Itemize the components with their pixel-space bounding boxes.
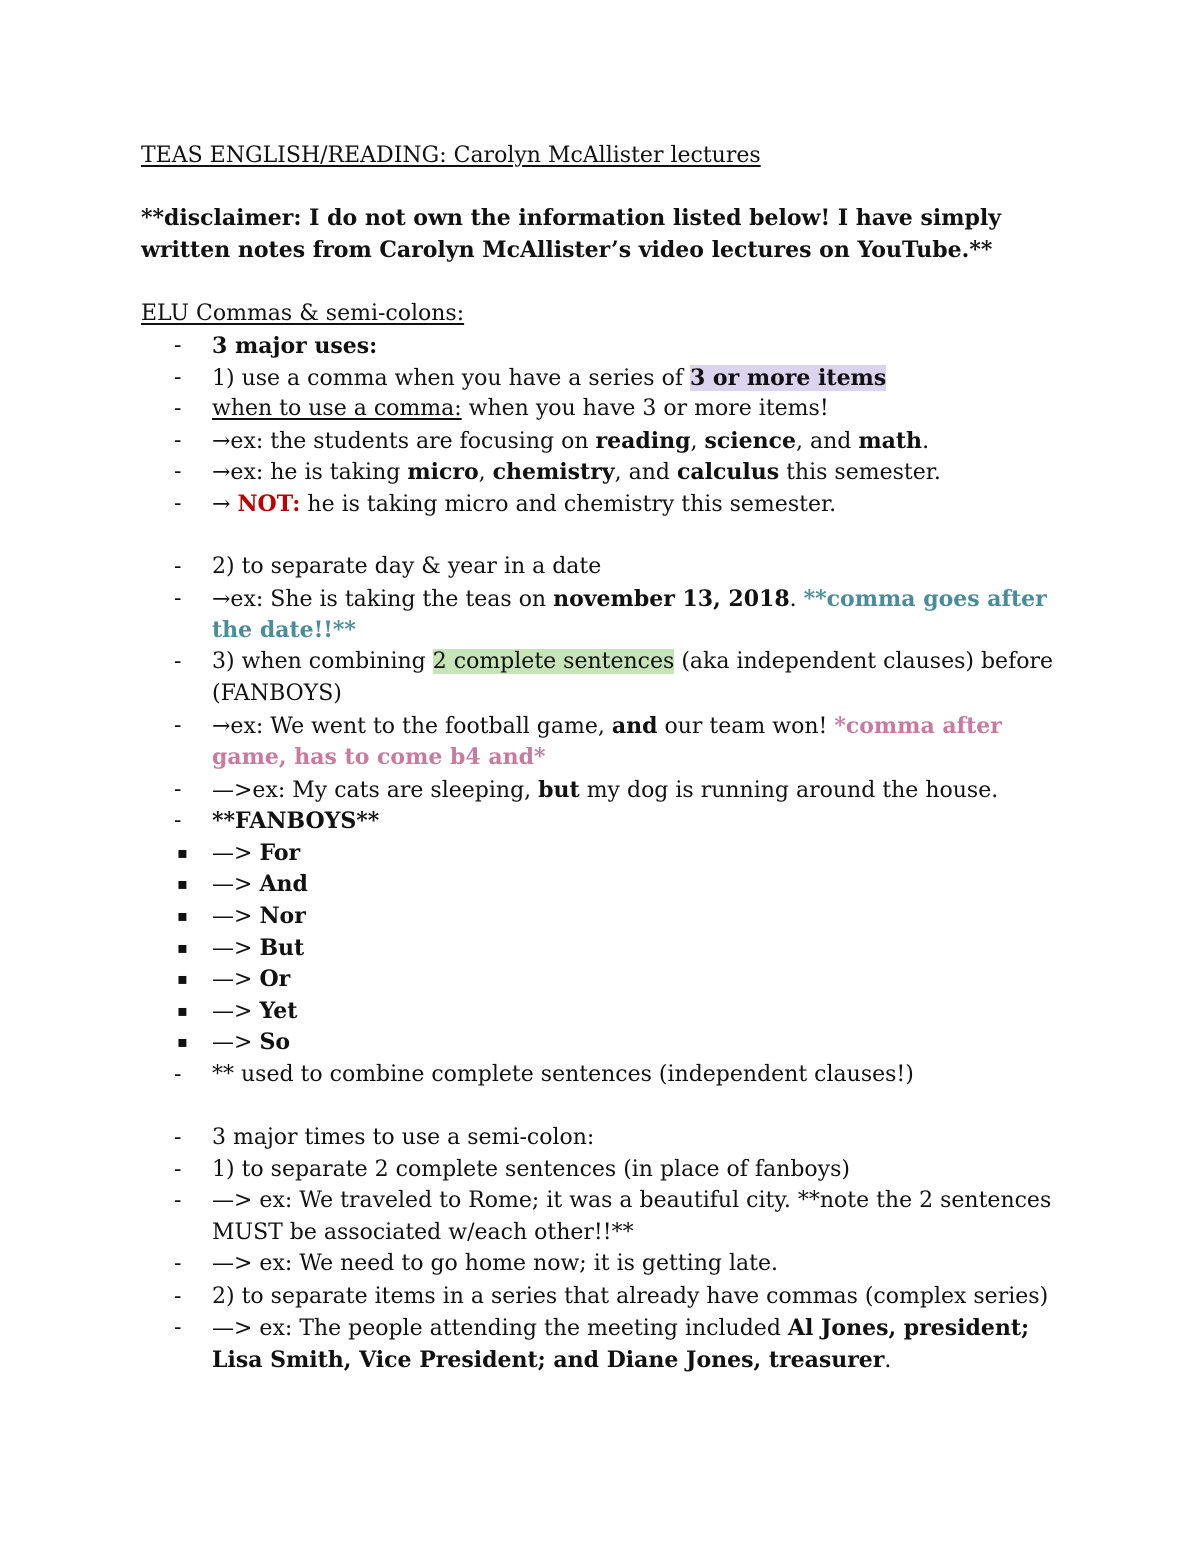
- section-heading: ELU Commas & semi-colons:: [141, 301, 465, 326]
- bullet-dash: -: [174, 713, 182, 738]
- bullet-dash: -: [174, 459, 182, 484]
- semicolon-example-3: —> ex: The people attending the meeting included Al Jones, president;: [212, 1315, 1030, 1341]
- semicolon-example-3-cont: Lisa Smith, Vice President; and Diane Jones, treasurer.: [212, 1347, 892, 1373]
- bullet-dash: -: [174, 1315, 182, 1340]
- fanboys-item: —> Yet: [212, 998, 298, 1024]
- fanboys-item: —> For: [212, 840, 301, 866]
- bullet-square-icon: ▪: [177, 1001, 188, 1020]
- bullet-square-icon: ▪: [177, 938, 188, 957]
- bullet-dash: -: [174, 586, 182, 611]
- semicolon-example-1: —> ex: We traveled to Rome; it was a beautiful city. **note the 2 sentences: [212, 1188, 1052, 1213]
- comma-use-3: 3) when combining 2 complete sentences (aka independent clauses) before: [212, 649, 1053, 674]
- semicolon-use-1: 1) to separate 2 complete sentences (in place of fanboys): [212, 1157, 850, 1182]
- bullet-dash: -: [174, 428, 182, 453]
- fanboys-item: —> So: [212, 1029, 290, 1055]
- disclaimer-line-1: **disclaimer: I do not own the information listed below! I have simply: [141, 205, 1001, 231]
- bullet-dash: -: [174, 1251, 182, 1276]
- comma-example-4: →ex: We went to the football game, and our team won! *comma after: [212, 713, 1002, 739]
- document-title: TEAS ENGLISH/READING: Carolyn McAllister lectures: [141, 143, 761, 168]
- bullet-dash: -: [174, 491, 182, 516]
- bullet-square-icon: ▪: [177, 969, 188, 988]
- comma-example-3: →ex: She is taking the teas on november 13, 2018. **comma goes after: [212, 586, 1047, 612]
- bullet-dash: -: [174, 396, 182, 421]
- bullet-dash: -: [174, 649, 182, 674]
- comma-example-1: →ex: the students are focusing on reading, science, and math.: [212, 428, 930, 454]
- bullet-square-icon: ▪: [177, 906, 188, 925]
- fanboys-item: —> Or: [212, 966, 291, 992]
- fanboys-item: —> And: [212, 871, 308, 897]
- semicolon-use-2: 2) to separate items in a series that already have commas (complex series): [212, 1284, 1049, 1309]
- bullet-dash: -: [174, 1284, 182, 1309]
- comma-use-2: 2) to separate day & year in a date: [212, 554, 602, 579]
- bullet-square-icon: ▪: [177, 1032, 188, 1051]
- bullet-dash: -: [174, 808, 182, 833]
- bullet-dash: -: [174, 1062, 182, 1087]
- bullet-square-icon: ▪: [177, 874, 188, 893]
- fanboys-heading: **FANBOYS**: [212, 808, 380, 834]
- bullet-dash: -: [174, 1125, 182, 1150]
- fanboys-note: ** used to combine complete sentences (independent clauses!): [212, 1062, 914, 1087]
- major-uses: 3 major uses:: [212, 333, 378, 359]
- fanboys-item: —> Nor: [212, 903, 306, 929]
- fanboys-item: —> But: [212, 935, 305, 961]
- comma-use-3-cont: (FANBOYS): [212, 681, 342, 706]
- bullet-square-icon: ▪: [177, 843, 188, 862]
- bullet-dash: -: [174, 1157, 182, 1182]
- bullet-dash: -: [174, 333, 182, 358]
- bullet-dash: -: [174, 554, 182, 579]
- disclaimer-line-2: written notes from Carolyn McAllister’s video lectures on YouTube.**: [141, 237, 993, 263]
- bullet-dash: -: [174, 1188, 182, 1213]
- semicolon-heading: 3 major times to use a semi-colon:: [212, 1125, 595, 1150]
- comma-not-example: → NOT: he is taking micro and chemistry this semester.: [212, 491, 837, 517]
- comma-example-4-note: game, has to come b4 and*: [212, 744, 546, 770]
- semicolon-example-2: —> ex: We need to go home now; it is getting late.: [212, 1251, 778, 1276]
- semicolon-example-1-cont: MUST be associated w/each other!!**: [212, 1220, 634, 1245]
- bullet-dash: -: [174, 777, 182, 802]
- comma-use-1: 1) use a comma when you have a series of 3 or more items: [212, 365, 887, 391]
- when-to-use-comma: when to use a comma: when you have 3 or more items!: [212, 396, 829, 421]
- comma-example-3-note: the date!!**: [212, 617, 356, 643]
- bullet-dash: -: [174, 365, 182, 390]
- comma-example-5: —>ex: My cats are sleeping, but my dog is running around the house.: [212, 777, 999, 803]
- comma-example-2: →ex: he is taking micro, chemistry, and calculus this semester.: [212, 459, 941, 485]
